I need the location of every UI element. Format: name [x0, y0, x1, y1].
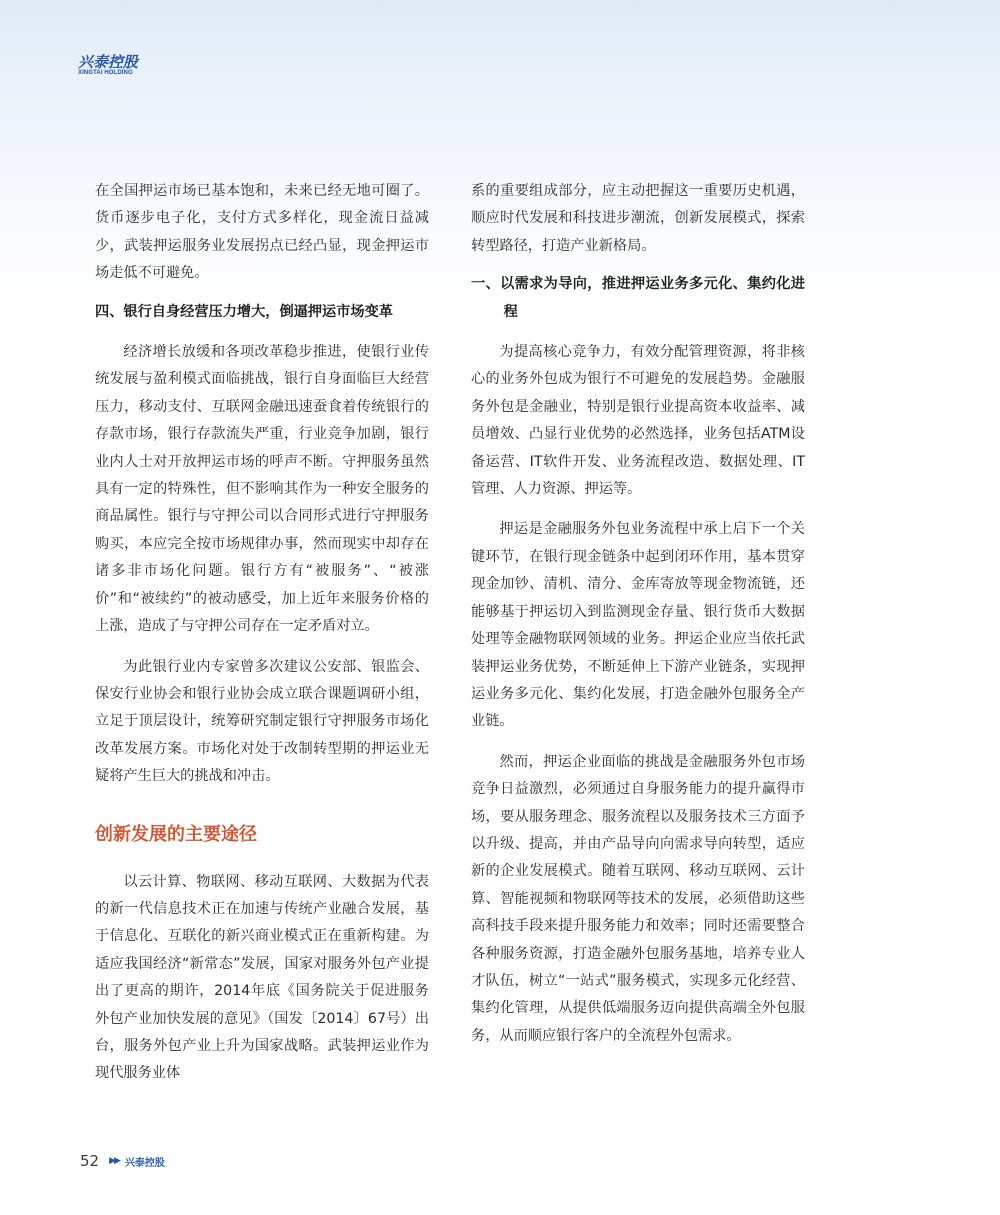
subheading: 一、以需求为导向，推进押运业务多元化、集约化进程: [471, 276, 805, 320]
logo-subtext: XINGTAI HOLDING: [78, 70, 133, 76]
brand-logo: [78, 54, 158, 80]
paragraph: 为此银行业内专家曾多次建议公安部、银监会、保安行业协会和银行业协会成立联合课题调研小组，立足于顶层设计，统筹研究制定银行守押服务市场化改革发展方案。市场化对处于改制转型期的押运业无疑将产生巨大的挑战和冲击。: [95, 658, 429, 785]
left-column: [95, 178, 429, 1088]
section-title: 创新发展的主要途径: [95, 823, 257, 845]
page-footer: [80, 1152, 165, 1170]
double-chevron-right-icon: ▶▶: [109, 1156, 119, 1166]
paragraph: 押运是金融服务外包业务流程中承上启下一个关键环节，在银行现金链条中起到闭环作用，基本贯穿现金加钞、清机、清分、金库寄放等现金物流链，还能够基于押运切入到监测现金存量、银行货币大数据处理等金融物联网领域的业务。押运企业应当依托武装押运业务优势，不断延伸上下游产业链条，实现押运业务多元化、集约化发展，打造金融外包服务全产业链。: [471, 521, 805, 730]
paragraph: 以云计算、物联网、移动互联网、大数据为代表的新一代信息技术正在加速与传统产业融合发展，基于信息化、互联化的新兴商业模式正在重新构建。为适应我国经济“新常态”发展，国家对服务外包产业提出了更高的期许，2014年底《国务院关于促进服务外包产业加快发展的意见》（国发〔2014〕67号）出台，服务外包产业上升为国家战略。武装押运业作为现代服务业体: [95, 873, 429, 1082]
footer-brand: 兴泰控股: [124, 1157, 165, 1169]
paragraph: 然而，押运企业面临的挑战是金融服务外包市场竞争日益激烈，必须通过自身服务能力的提升赢得市场，要从服务理念、服务流程以及服务技术三方面予以升级、提高，并由产品导向向需求导向转型，适应新的企业发展模式。随着互联网、移动互联网、云计算、智能视频和物联网等技术的发展，必须借助这些高科技手段来提升服务能力和效率；同时还需要整合各种服务资源，打造金融外包服务基地，培养专业人才队伍，树立“一站式”服务模式，实现多元化经营、集约化管理，从提供低端服务迈向提供高端全外包服务，从而顺应银行客户的全流程外包需求。: [471, 753, 805, 1044]
page-number: 52: [80, 1152, 100, 1170]
subheading: 四、银行自身经营压力增大，倒逼押运市场变革: [95, 303, 393, 320]
logo-text: 兴泰控股: [78, 53, 139, 71]
paragraph: 在全国押运市场已基本饱和，未来已经无地可圈了。货币逐步电子化，支付方式多样化，现金流日益减少，武装押运服务业发展拐点已经凸显，现金押运市场走低不可避免。: [95, 183, 429, 282]
paragraph: 系的重要组成部分，应主动把握这一重要历史机遇，顺应时代发展和科技进步潮流，创新发展模式，探索转型路径，打造产业新格局。: [471, 183, 805, 254]
paragraph: 为提高核心竞争力，有效分配管理资源，将非核心的业务外包成为银行不可避免的发展趋势。金融服务外包是金融业，特别是银行业提高资本收益率、减员增效、凸显行业优势的必然选择，业务包括ATM设备运营、IT软件开发、业务流程改造、数据处理、IT管理、人力资源、押运等。: [471, 344, 805, 498]
right-column: [471, 178, 805, 1050]
paragraph: 经济增长放缓和各项改革稳步推进，使银行业传统发展与盈利模式面临挑战，银行自身面临巨大经营压力，移动支付、互联网金融迅速蚕食着传统银行的存款市场，银行存款流失严重，行业竞争加剧，银行业内人士对开放押运市场的呼声不断。守押服务虽然具有一定的特殊性，但不影响其作为一种安全服务的商品属性。银行与守押公司以合同形式进行守押服务购买，本应完全按市场规律办事，然而现实中却存在诸多非市场化问题。银行方有“被服务”、“被涨价”和“被续约”的被动感受，加上近年来服务价格的上涨，造成了与守押公司存在一定矛盾对立。: [95, 344, 429, 635]
